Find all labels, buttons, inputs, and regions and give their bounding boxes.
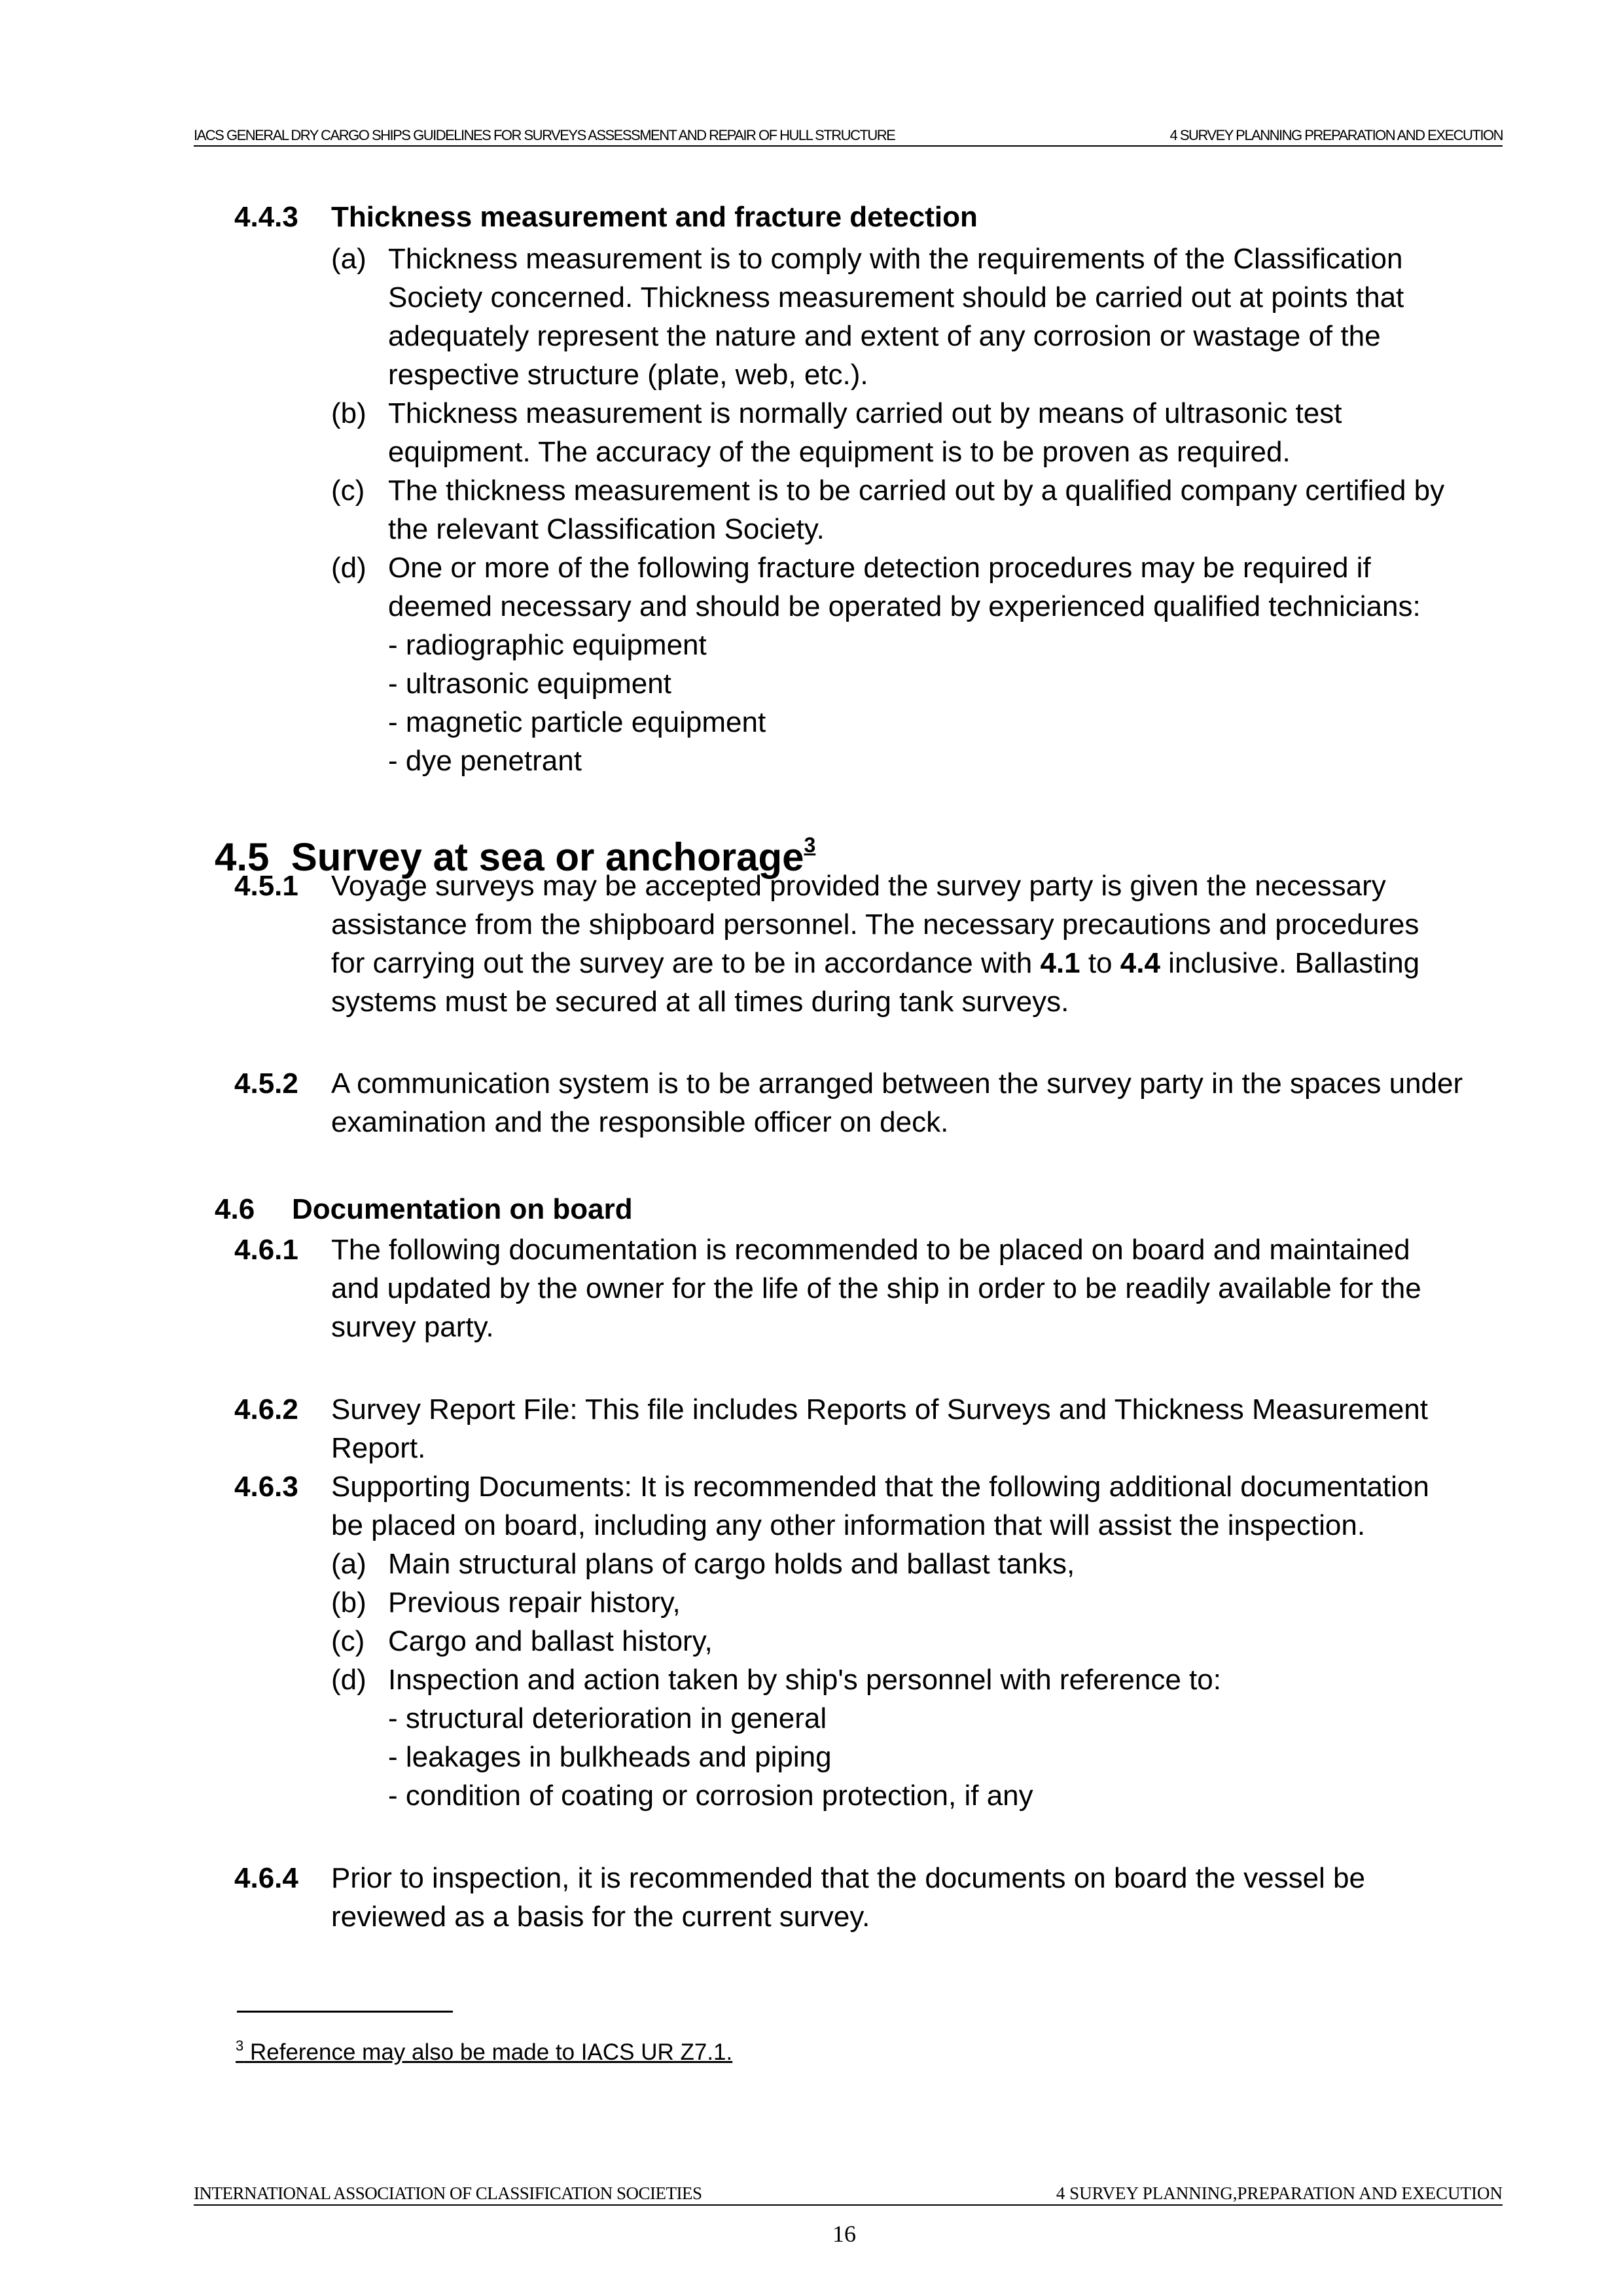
doc-item-c-text: Cargo and ballast history,: [388, 1625, 713, 1657]
list-item: - radiographic equipment: [388, 629, 707, 661]
footnote-ref[interactable]: 3: [804, 833, 816, 857]
item-c-label: (c): [331, 475, 365, 507]
section-464-line-1: Prior to inspection, it is recommended that the documents on board the vessel be: [331, 1862, 1365, 1894]
cross-reference: 4.1: [1040, 947, 1080, 979]
text-run: inclusive. Ballasting: [1160, 947, 1420, 979]
section-451-number: 4.5.1: [234, 870, 298, 902]
item-a-line-1: Thickness measurement is to comply with the requirements of the Classification: [388, 243, 1403, 275]
section-451-line-4: systems must be secured at all times during tank surveys.: [331, 986, 1069, 1018]
section-45-title: Survey at sea or anchorage: [291, 835, 804, 879]
header-document-title: IACS GENERAL DRY CARGO SHIPS GUIDELINES FOR SURVEYS ASSESSMENT AND REPAIR OF HULL STRUCTURE: [194, 127, 895, 143]
section-443-number: 4.4.3: [234, 201, 298, 233]
section-461-line-1: The following documentation is recommended to be placed on board and maintained: [331, 1234, 1410, 1266]
doc-item-a-label: (a): [331, 1548, 366, 1580]
section-462-line-1: Survey Report File: This file includes Reports of Surveys and Thickness Measurement: [331, 1393, 1428, 1426]
item-b-line-1: Thickness measurement is normally carried out by means of ultrasonic test: [388, 397, 1342, 429]
section-451-line-1: Voyage surveys may be accepted provided the survey party is given the necessary: [331, 870, 1386, 902]
section-463-number: 4.6.3: [234, 1471, 298, 1503]
section-443-title: Thickness measurement and fracture detection: [331, 201, 978, 233]
section-451-line-2: assistance from the shipboard personnel. The necessary precautions and procedures: [331, 908, 1419, 941]
section-461-line-3: survey party.: [331, 1311, 494, 1343]
section-464-line-2: reviewed as a basis for the current survey.: [331, 1901, 870, 1933]
item-c-line-2: the relevant Classification Society.: [388, 513, 825, 545]
item-b-label: (b): [331, 397, 366, 429]
doc-item-d-text: Inspection and action taken by ship's personnel with reference to:: [388, 1664, 1221, 1696]
item-a-label: (a): [331, 243, 366, 275]
list-item: - structural deterioration in general: [388, 1702, 827, 1734]
item-d-line-2: deemed necessary and should be operated by experienced qualified technicians:: [388, 590, 1421, 622]
section-461-number: 4.6.1: [234, 1234, 298, 1266]
text-run: for carrying out the survey are to be in accordance with: [331, 947, 1041, 979]
footnote-mark: 3: [236, 2037, 244, 2054]
list-item: - dye penetrant: [388, 745, 582, 777]
item-a-line-2: Society concerned. Thickness measurement should be carried out at points that: [388, 281, 1404, 314]
item-b-line-2: equipment. The accuracy of the equipment is to be proven as required.: [388, 436, 1291, 468]
section-452-line-1: A communication system is to be arranged between the survey party in the spaces under: [331, 1067, 1463, 1100]
footnote-text: Reference may also be made to IACS UR Z7.1.: [243, 2039, 733, 2065]
section-464-number: 4.6.4: [234, 1862, 298, 1894]
footnote-separator: [237, 2011, 453, 2013]
section-463-line-2: be placed on board, including any other information that will assist the inspection.: [331, 1509, 1366, 1541]
item-d-line-1: One or more of the following fracture detection procedures may be required if: [388, 552, 1371, 584]
footer-chapter-title: 4 SURVEY PLANNING,PREPARATION AND EXECUTION: [1056, 2183, 1503, 2203]
section-462-line-2: Report.: [331, 1432, 426, 1464]
item-a-line-4: respective structure (plate, web, etc.).: [388, 359, 868, 391]
list-item: - condition of coating or corrosion protection, if any: [388, 1780, 1033, 1812]
header-chapter-title: 4 SURVEY PLANNING PREPARATION AND EXECUTION: [1169, 127, 1503, 143]
section-452-number: 4.5.2: [234, 1067, 298, 1100]
footer-organization: INTERNATIONAL ASSOCIATION OF CLASSIFICATION SOCIETIES: [194, 2183, 702, 2203]
footnote[interactable]: [236, 2032, 732, 2067]
cross-reference: 4.4: [1120, 947, 1160, 979]
page-header: [194, 122, 1503, 147]
section-462-number: 4.6.2: [234, 1393, 298, 1426]
section-451-line-3: [331, 944, 1419, 982]
page-footer: [194, 2181, 1503, 2206]
page-number: 16: [832, 2221, 856, 2247]
section-46-number: 4.6: [215, 1193, 255, 1225]
list-item: - magnetic particle equipment: [388, 706, 766, 738]
text-run: to: [1080, 947, 1120, 979]
item-d-label: (d): [331, 552, 366, 584]
doc-item-a-text: Main structural plans of cargo holds and ballast tanks,: [388, 1548, 1075, 1580]
doc-item-c-label: (c): [331, 1625, 365, 1657]
section-461-line-2: and updated by the owner for the life of the ship in order to be readily available for the: [331, 1272, 1421, 1304]
section-45-number: 4.5: [215, 835, 270, 879]
doc-item-b-text: Previous repair history,: [388, 1587, 681, 1619]
doc-item-b-label: (b): [331, 1587, 366, 1619]
section-452-line-2: examination and the responsible officer on deck.: [331, 1106, 949, 1138]
section-46-title: Documentation on board: [292, 1193, 633, 1225]
list-item: - leakages in bulkheads and piping: [388, 1741, 832, 1773]
item-c-line-1: The thickness measurement is to be carried out by a qualified company certified by: [388, 475, 1445, 507]
section-463-line-1: Supporting Documents: It is recommended that the following additional documentation: [331, 1471, 1429, 1503]
doc-item-d-label: (d): [331, 1664, 366, 1696]
list-item: - ultrasonic equipment: [388, 668, 671, 700]
item-a-line-3: adequately represent the nature and extent of any corrosion or wastage of the: [388, 320, 1381, 352]
